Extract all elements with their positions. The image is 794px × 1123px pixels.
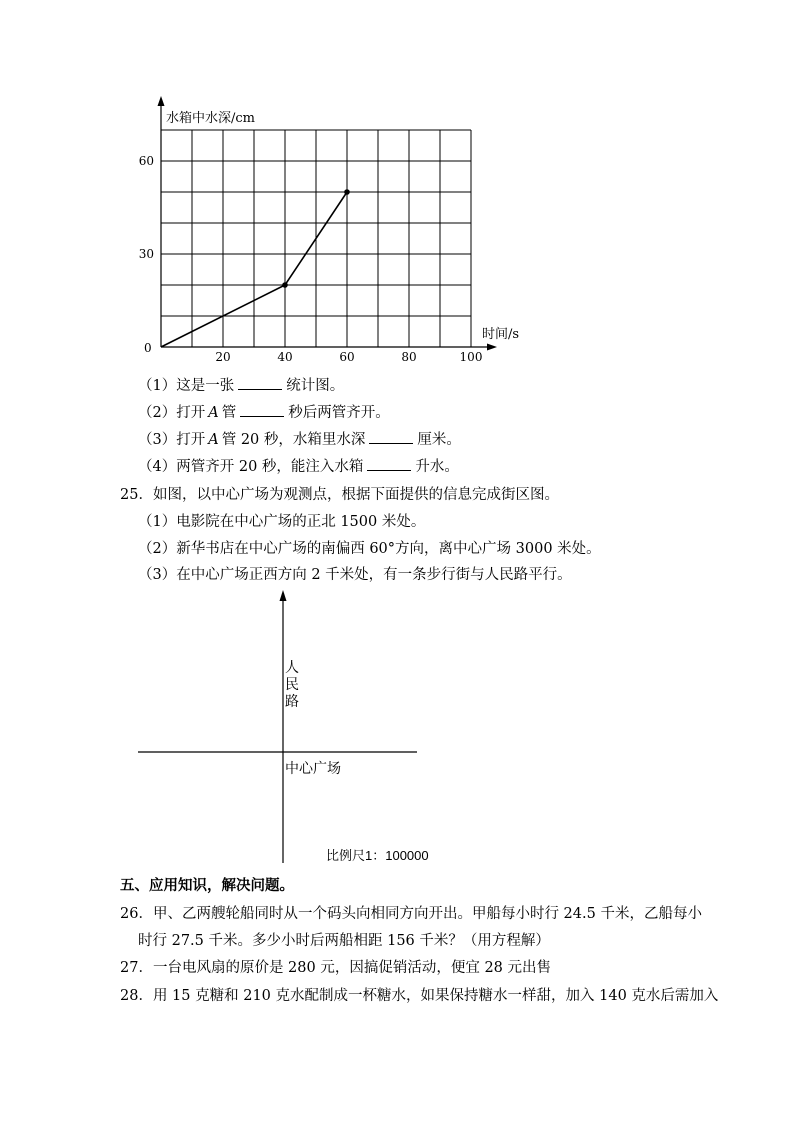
item-text: 这是一张 [176,378,235,394]
answer-blank[interactable] [238,377,282,390]
data-point [344,189,350,195]
center-square-label: 中心广场 [285,761,341,777]
item-text: 厘米。 [417,432,461,448]
item-number: （4） [138,459,177,475]
y-tick-label: 30 [138,247,154,261]
y-axis-label: 水箱中水深/cm [166,111,255,126]
x-tick-label: 100 [459,350,483,364]
question-27: 27．一台电风扇的原价是 280 元，因搞促销活动，便宜 28 元出售 [120,960,552,976]
question-25-item-3: （3）在中心广场正西方向 2 千米处，有一条步行街与人民路平行。 [138,567,572,583]
item-number: （2） [138,405,177,421]
item-text: 统计图。 [286,378,345,394]
data-point [282,282,288,288]
question-25-title: 25．如图，以中心广场为观测点，根据下面提供的信息完成街区图。 [120,487,559,503]
question-24-item-1 [138,374,344,395]
section-5-title: 五、应用知识，解决问题。 [120,877,294,894]
chart-series [161,189,350,347]
item-text: 秒后两管齐开。 [288,405,390,421]
answer-blank[interactable] [240,404,284,417]
road-label-char-1: 人 [285,660,299,676]
item-text: 打开 [176,432,206,448]
north-arrow [280,590,287,601]
question-25-item-1: （1）电影院在中心广场的正北 1500 米处。 [138,514,426,530]
origin-label: 0 [144,341,152,355]
item-text: 两管齐开 20 秒，能注入水箱 [176,459,364,475]
y-tick-labels [139,154,154,261]
item-text: 管 [221,405,237,421]
street-map [0,580,794,880]
item-text: 管 20 秒，水箱里水深 [221,432,366,448]
x-tick-label: 40 [277,350,293,364]
item-variable: A [208,432,219,448]
x-axis-arrow [487,344,497,351]
item-text: 打开 [176,405,206,421]
x-tick-label: 60 [339,350,355,364]
x-tick-label: 20 [215,350,231,364]
question-26-line-2: 时行 27.5 千米。多少小时后两船相距 156 千米？（用方程解） [138,933,550,949]
road-label-char-2: 民 [285,677,299,693]
scale-label: 比例尺1：100000 [326,848,429,863]
road-label-char-3: 路 [285,694,299,710]
y-tick-label: 60 [138,154,154,168]
question-24-item-3 [138,428,461,449]
question-24-item-4 [138,455,459,476]
x-tick-labels [215,350,482,364]
item-text: 升水。 [415,459,459,475]
question-26-line-1: 26．甲、乙两艘轮船同时从一个码头向相同方向开出。甲船每小时行 24.5 千米，乙船每小 [120,906,702,922]
item-variable: A [208,405,219,421]
question-24-item-2 [138,401,390,422]
answer-blank[interactable] [367,458,411,471]
question-28: 28．用 15 克糖和 210 克水配制成一杯糖水，如果保持糖水一样甜，加入 140 克水后需加入 [120,988,719,1004]
item-number: （1） [138,378,177,394]
answer-blank[interactable] [369,431,413,444]
question-25-item-2: （2）新华书店在中心广场的南偏西 60°方向，离中心广场 3000 米处。 [138,541,601,557]
y-axis-arrow [158,96,165,106]
x-tick-label: 80 [401,350,417,364]
item-number: （3） [138,432,177,448]
x-axis-label: 时间/s [482,327,520,342]
water-depth-line-chart [0,0,794,380]
